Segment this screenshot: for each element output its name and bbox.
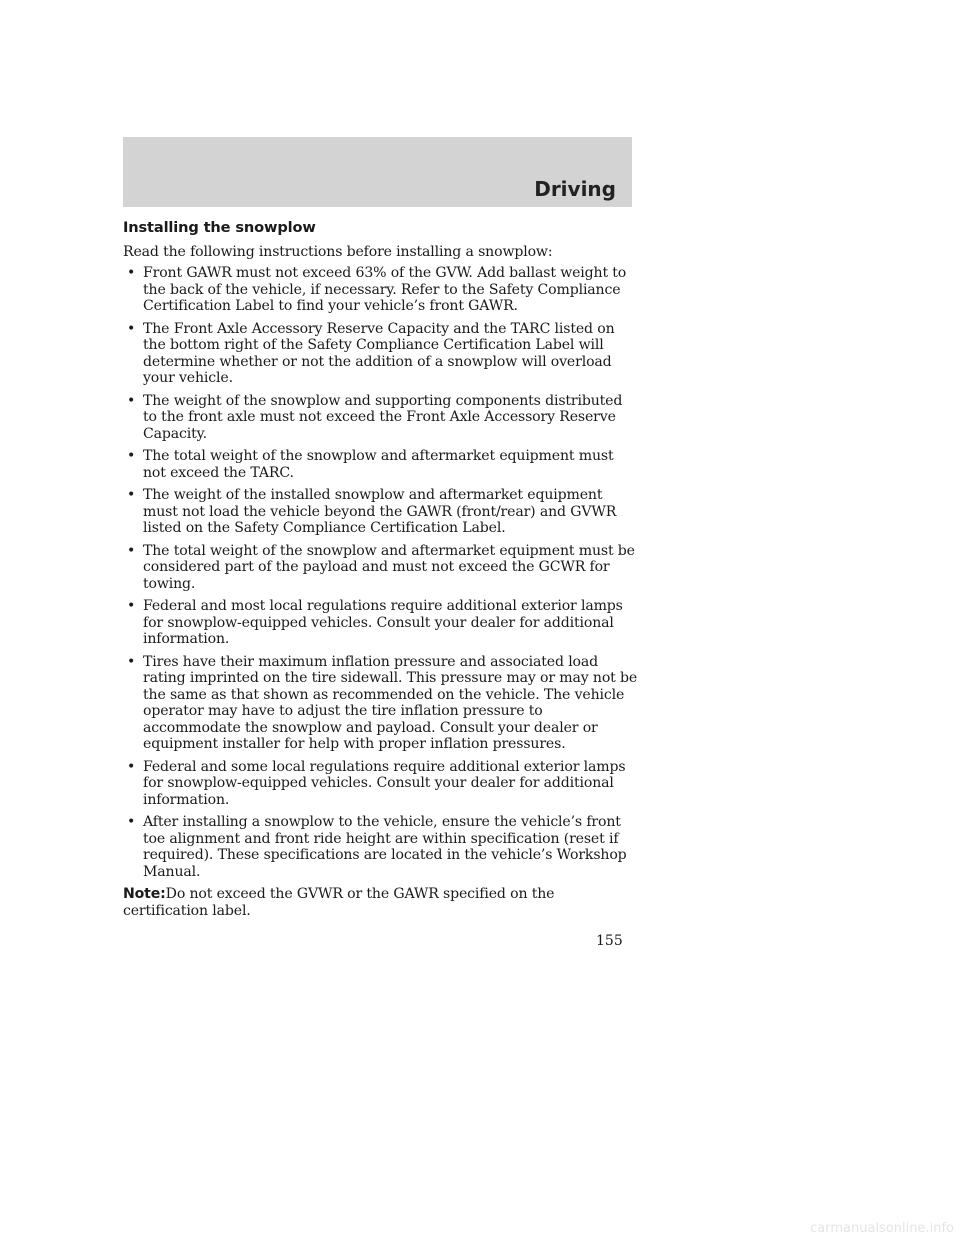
page-number: 155 [596, 933, 623, 949]
list-item: • After installing a snowplow to the vehicle, ensure the vehicle’s front toe alignment and front ride height are within specification (reset if required). These specifications are located in the vehicle’s Workshop Manual. [123, 814, 638, 880]
note-paragraph [123, 886, 638, 919]
list-item: • The Front Axle Accessory Reserve Capacity and the TARC listed on the bottom right of the Safety Compliance Certification Label will determine whether or not the addition of a snowplow will overload your vehicle. [123, 321, 638, 387]
list-item: • Front GAWR must not exceed 63% of the GVW. Add ballast weight to the back of the vehicle, if necessary. Refer to the Safety Compliance Certification Label to find your vehicle’s front GAWR. [123, 265, 638, 315]
list-item: • Federal and some local regulations require additional exterior lamps for snowplow-equipped vehicles. Consult your dealer for additional information. [123, 759, 638, 809]
list-item: • The total weight of the snowplow and aftermarket equipment must not exceed the TARC. [123, 448, 638, 481]
list-item: • Tires have their maximum inflation pressure and associated load rating imprinted on the tire sidewall. This pressure may or may not be the same as that shown as recommended on the vehicle. The vehicle operator may have to adjust the tire inflation pressure to accommodate the snowplow and payload. Consult your dealer or equipment installer for help with proper inflation pressures. [123, 654, 638, 753]
page-content [123, 220, 638, 919]
intro-paragraph: Read the following instructions before installing a snowplow: [123, 243, 553, 260]
section-header-band [123, 137, 632, 207]
note-label: Note: [123, 886, 166, 902]
list-item: • The total weight of the snowplow and aftermarket equipment must be considered part of the payload and must not exceed the GCWR for towing. [123, 543, 638, 593]
note-text: Do not exceed the GVWR or the GAWR specified on the certification label. [123, 886, 555, 919]
list-item: • The weight of the installed snowplow and aftermarket equipment must not load the vehicle beyond the GAWR (front/rear) and GVWR listed on the Safety Compliance Certification Label. [123, 487, 638, 537]
section-heading: Installing the snowplow [123, 219, 316, 236]
watermark-text: carmanualsonline.info [810, 1221, 954, 1236]
instruction-list [123, 265, 638, 880]
section-title: Driving [534, 177, 616, 201]
list-item: • Federal and most local regulations require additional exterior lamps for snowplow-equipped vehicles. Consult your dealer for additional information. [123, 598, 638, 648]
list-item: • The weight of the snowplow and supporting components distributed to the front axle must not exceed the Front Axle Accessory Reserve Capacity. [123, 393, 638, 443]
